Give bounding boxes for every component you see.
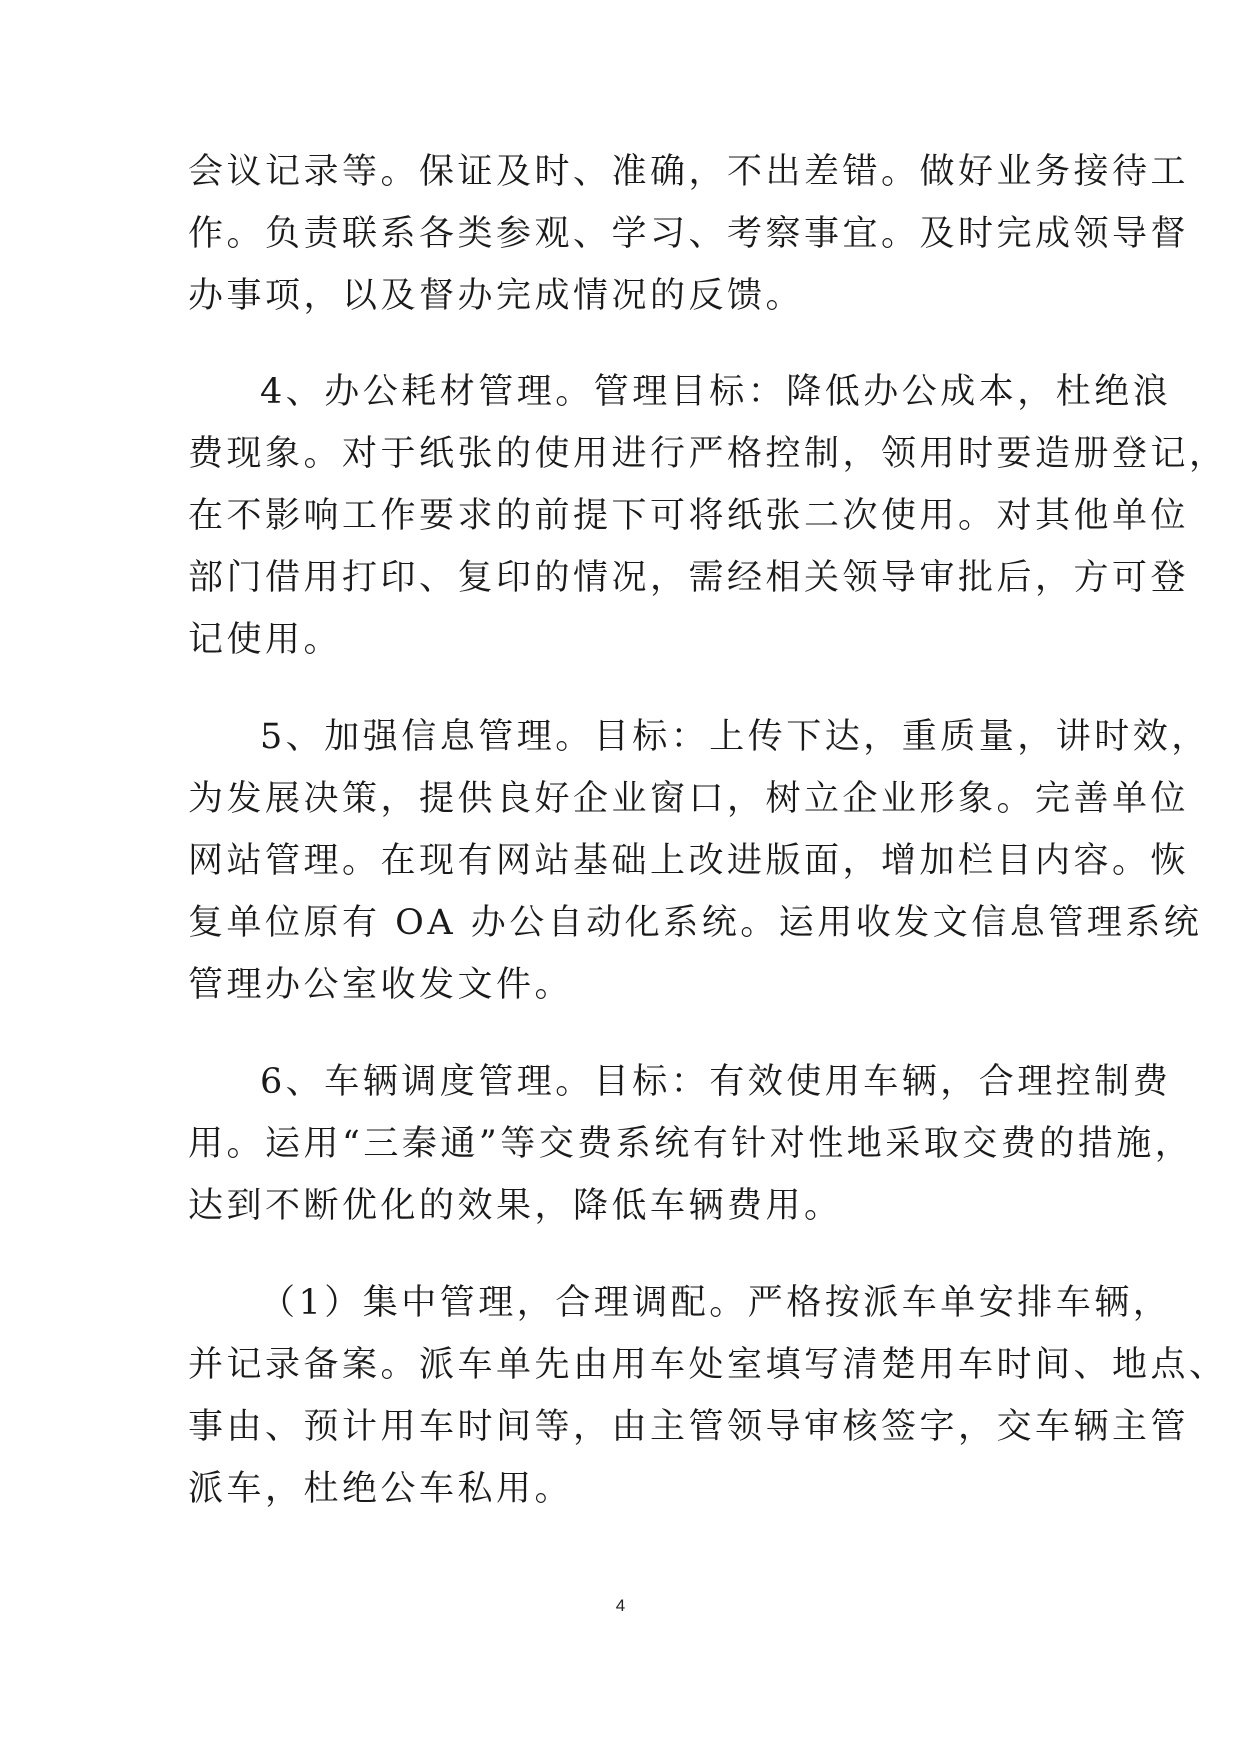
paragraph-2-line-3: 在不影响工作要求的前提下可将纸张二次使用。对其他单位 — [188, 496, 1190, 536]
paragraph-4-line-1: 6、车辆调度管理。目标：有效使用车辆，合理控制费 — [260, 1062, 1172, 1102]
paragraph-5-line-3: 事由、预计用车时间等，由主管领导审核签字，交车辆主管 — [188, 1407, 1190, 1447]
paragraph-2-line-5: 记使用。 — [188, 620, 343, 660]
page-number: 4 — [615, 1596, 626, 1615]
paragraph-3-line-1: 5、加强信息管理。目标：上传下达，重质量，讲时效， — [260, 717, 1210, 757]
paragraph-1-line-3: 办事项，以及督办完成情况的反馈。 — [188, 276, 805, 316]
paragraph-2-line-1: 4、办公耗材管理。管理目标：降低办公成本，杜绝浪 — [260, 372, 1172, 412]
paragraph-5-line-1: （1）集中管理，合理调配。严格按派车单安排车辆， — [260, 1283, 1172, 1323]
paragraph-1-line-1: 会议记录等。保证及时、准确，不出差错。做好业务接待工 — [188, 152, 1190, 192]
paragraph-3-line-3: 网站管理。在现有网站基础上改进版面，增加栏目内容。恢 — [188, 841, 1190, 881]
paragraph-3-line-2: 为发展决策，提供良好企业窗口，树立企业形象。完善单位 — [188, 779, 1190, 819]
paragraph-4-line-3: 达到不断优化的效果，降低车辆费用。 — [188, 1186, 843, 1226]
paragraph-2-line-2: 费现象。对于纸张的使用进行严格控制，领用时要造册登记， — [188, 434, 1228, 474]
paragraph-1-line-2: 作。负责联系各类参观、学习、考察事宜。及时完成领导督 — [188, 214, 1190, 254]
paragraph-5-line-2: 并记录备案。派车单先由用车处室填写清楚用车时间、地点、 — [188, 1345, 1228, 1385]
paragraph-3-line-4: 复单位原有 OA 办公自动化系统。运用收发文信息管理系统 — [188, 903, 1203, 943]
paragraph-3-line-5: 管理办公室收发文件。 — [188, 965, 574, 1005]
paragraph-2-line-4: 部门借用打印、复印的情况，需经相关领导审批后，方可登 — [188, 558, 1190, 598]
paragraph-4-line-2: 用。运用“三秦通”等交费系统有针对性地采取交费的措施， — [188, 1124, 1194, 1164]
paragraph-5-line-4: 派车，杜绝公车私用。 — [188, 1469, 574, 1509]
